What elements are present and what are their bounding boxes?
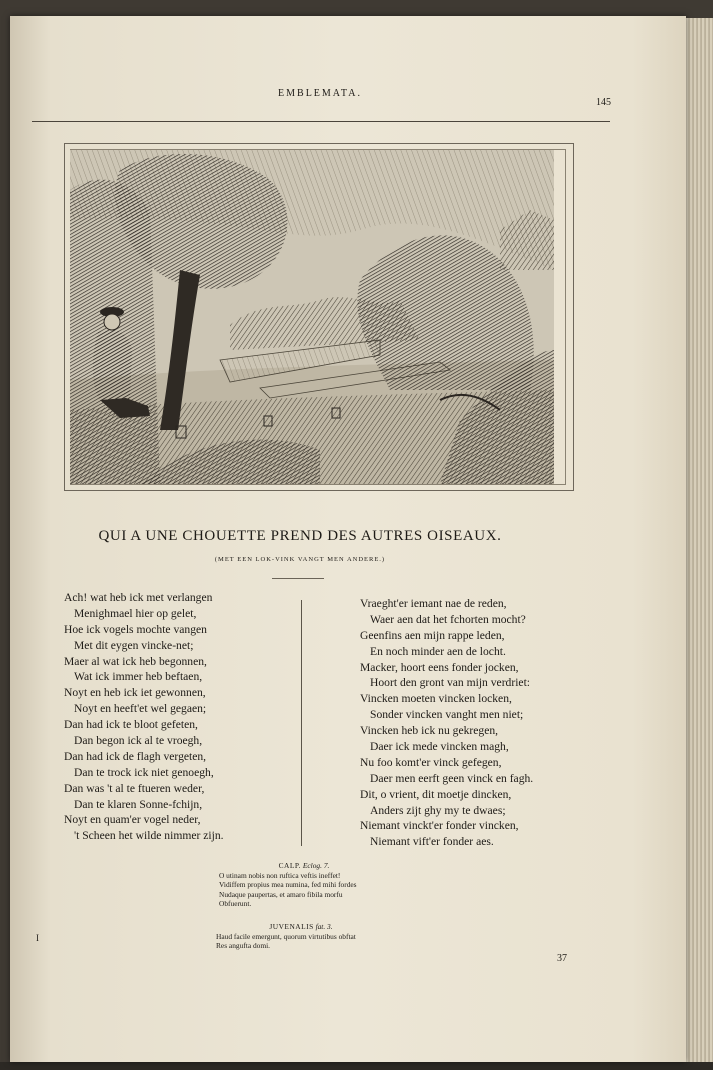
running-head: EMBLEMATA.	[278, 88, 362, 99]
quotation-reference: fat. 3.	[315, 922, 333, 931]
poem-line: 't Scheen het wilde nimmer zijn.	[74, 829, 224, 843]
poem-line: Dan te klaren Sonne-fchijn,	[74, 797, 203, 811]
quotation-reference: Eclog. 7.	[302, 861, 330, 870]
poem-line: Met dit eygen vincke-net;	[74, 638, 194, 652]
poem-line: Dan had ick te bloot gefeten,	[64, 718, 198, 732]
emblem-title: QUI A UNE CHOUETTE PREND DES AUTRES OISEAUX.	[98, 528, 502, 544]
quotation-calp	[219, 861, 389, 909]
poem-line: Maer al wat ick heb begonnen,	[64, 654, 207, 668]
poem-line: Dan was 't al te ftueren weder,	[64, 781, 205, 795]
emblem-subtitle: (MET EEN LOK-VINK VANGT MEN ANDERE.)	[214, 556, 386, 563]
poem-line: Waer aen dat het fchorten mocht?	[370, 612, 526, 626]
page-number: 145	[596, 97, 611, 108]
poem-line: Macker, hoort eens fonder jocken,	[360, 660, 519, 674]
poem-line: En noch minder aen de locht.	[370, 644, 506, 658]
poem-line: Vraeght'er iemant nae de reden,	[360, 597, 507, 610]
quotation-heading	[219, 861, 389, 871]
poem-line: Daer men eerft geen vinck en fagh.	[370, 771, 534, 785]
poem-line: Ach! wat heb ick met verlangen	[64, 591, 213, 604]
poem-line: Noyt en heeft'et wel gegaen;	[74, 702, 207, 716]
quotation-heading	[216, 922, 386, 932]
poem-line: Sonder vincken vanght men niet;	[370, 708, 524, 722]
poem-line: Anders zijt ghy my te dwaes;	[370, 803, 506, 817]
poem-line: Vincken heb ick nu gekregen,	[360, 724, 499, 738]
poem-line: Noyt en quam'er vogel neder,	[64, 813, 201, 827]
engraving-illustration	[60, 150, 564, 486]
poem-line: Niemant vinckt'er fonder vincken,	[360, 819, 519, 833]
header-rule	[32, 121, 610, 122]
quotation-source: JUVENALIS	[269, 922, 314, 931]
quotation-line: Nudaque paupertas, et amaro fibila morfu	[219, 889, 343, 899]
poem-line: Hoort den gront van mijn verdriet:	[370, 676, 531, 690]
poem-line: Wat ick immer heb beftaen,	[74, 670, 203, 684]
margin-mark: I	[36, 933, 39, 943]
quotation-line: Res angufta domi.	[216, 941, 270, 951]
poem-line: Geenfins aen mijn rappe leden,	[360, 628, 505, 642]
poem-line: Vincken moeten vincken locken,	[360, 692, 512, 706]
quotation-juvenalis	[216, 922, 386, 951]
poem-line: Dit, o vrient, dit moetje dincken,	[360, 787, 512, 801]
poem-line: Daer ick mede vincken magh,	[370, 740, 509, 754]
poem-left-column	[64, 590, 224, 844]
poem-line: Menighmael hier op gelet,	[74, 606, 197, 620]
quotation-line: Obfuerunt.	[219, 899, 252, 909]
poem-line: Niemant vift'er fonder aes.	[370, 835, 494, 849]
poem-line: Dan te trock ick niet genoegh,	[74, 765, 214, 779]
poem-line: Nu foo komt'er vinck gefegen,	[360, 755, 502, 769]
quotation-line: Haud facile emergunt, quorum virtutibus obftat	[216, 931, 356, 941]
quotation-line: O utinam nobis non ruftica veftis ineffet!	[219, 870, 341, 880]
table-surface	[0, 1062, 713, 1070]
column-divider	[301, 600, 302, 846]
poem-line: Dan had ick de flagh vergeten,	[64, 749, 207, 763]
quotation-line: Vidiffem propius mea numina, fed mihi fordes	[219, 880, 357, 890]
poem-line: Hoe ick vogels mochte vangen	[64, 622, 207, 636]
poem-line: Dan begon ick al te vroegh,	[74, 734, 203, 748]
quotation-source: CALP.	[278, 861, 302, 870]
poem-right-column	[360, 596, 533, 850]
title-rule	[272, 578, 324, 579]
page-edges	[686, 18, 713, 1062]
poem-line: Noyt en heb ick iet gewonnen,	[64, 686, 206, 700]
sheet-number: 37	[557, 953, 567, 964]
